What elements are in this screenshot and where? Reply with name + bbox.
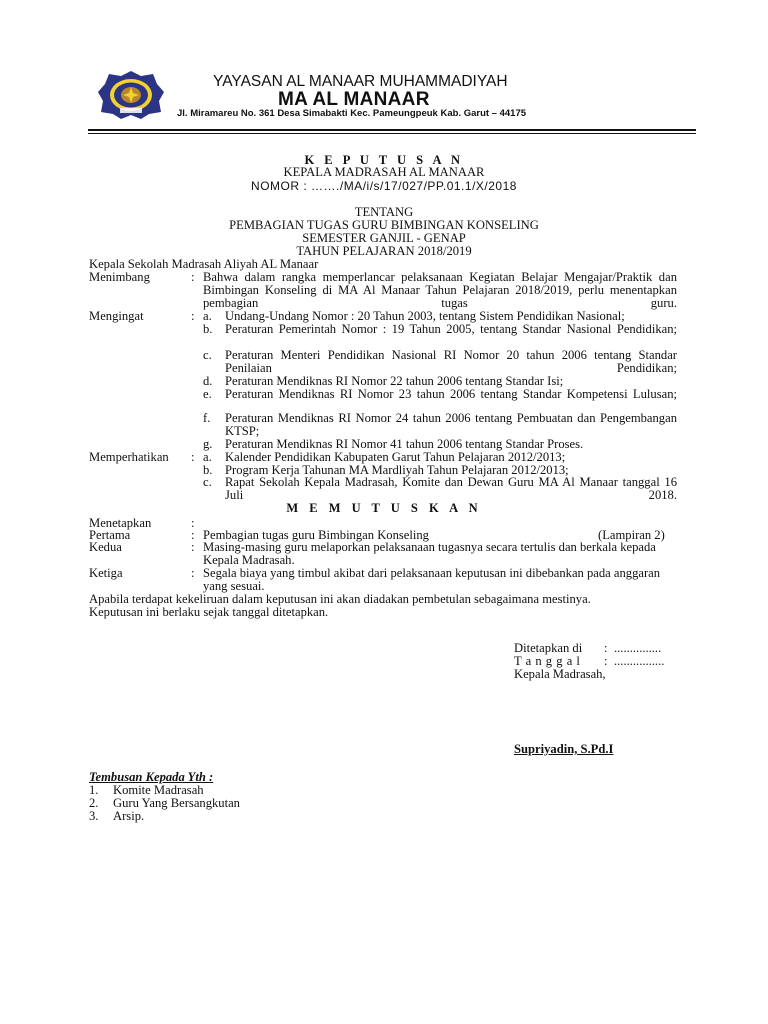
decree-issuer: KEPALA MADRASAH AL MANAAR xyxy=(283,165,485,179)
mengingat-item-text: Peraturan Mendiknas RI Nomor 24 tahun 2006 tentang Pembuatan dan Pengembangan KTSP; xyxy=(225,411,677,438)
place-value: ............... xyxy=(614,641,662,655)
mengingat-item-text: Peraturan Pemerintah Nomor : 19 Tahun 2005, tentang Standar Nasional Pendidikan; xyxy=(225,322,677,336)
kedua-text: Masing-masing guru melaporkan pelaksanaan tugasnya secara tertulis dan berkala kepada Kepala Madrasah. xyxy=(203,540,656,567)
place-colon: : xyxy=(604,641,608,655)
mengingat-item-text: Peraturan Menteri Pendidikan Nasional RI Nomor 20 tahun 2006 tentang Standar Penilaian Pendidikan; xyxy=(225,348,677,375)
menetapkan-colon: : xyxy=(191,516,195,530)
mengingat-item-letter: e. xyxy=(203,387,212,401)
memperhatikan-item-letter: b. xyxy=(203,463,213,477)
ketiga-text: Segala biaya yang timbul akibat dari pelaksanaan keputusan ini dibebankan pada anggaran yang sesuai. xyxy=(203,566,661,593)
kedua-colon: : xyxy=(191,540,195,554)
mengingat-colon: : xyxy=(191,309,195,323)
school-name: MA AL MANAAR xyxy=(278,89,430,110)
copy-item-text: Arsip. xyxy=(113,809,145,823)
letterhead-divider-thin xyxy=(88,133,696,134)
signature-block xyxy=(514,642,694,681)
school-logo-emblem xyxy=(97,70,165,120)
mengingat-item-text: Peraturan Mendiknas RI Nomor 22 tahun 2006 tentang Standar Isi; xyxy=(225,374,564,388)
mengingat-item-letter: a. xyxy=(203,309,212,323)
copy-item-number: 3. xyxy=(89,809,99,823)
copy-item-text: Guru Yang Bersangkutan xyxy=(113,796,240,810)
memperhatikan-item-text: Program Kerja Tahunan MA Mardliyah Tahun Pelajaran 2012/2013; xyxy=(225,463,569,477)
attachment-note: (Lampiran 2) xyxy=(598,528,665,542)
mengingat-item-text: Peraturan Mendiknas RI Nomor 41 tahun 2006 tentang Standar Proses. xyxy=(225,437,584,451)
decree-academic-year: TAHUN PELAJARAN 2018/2019 xyxy=(296,244,472,258)
pertama-text: Pembagian tugas guru Bimbingan Konseling xyxy=(203,528,429,542)
mengingat-item-letter: d. xyxy=(203,374,213,388)
copies-title: Tembusan Kepada Yth : xyxy=(89,770,214,784)
date-colon: : xyxy=(604,654,608,668)
about-label: TENTANG xyxy=(354,205,414,219)
ketiga-colon: : xyxy=(191,566,195,580)
foundation-name: YAYASAN AL MANAAR MUHAMMADIYAH xyxy=(213,73,508,90)
decree-intro: Kepala Sekolah Madrasah Aliyah AL Manaar xyxy=(89,257,319,271)
mengingat-label: Mengingat xyxy=(89,309,144,323)
memperhatikan-colon: : xyxy=(191,450,195,464)
memperhatikan-item-letter: c. xyxy=(203,475,212,489)
signer-name: Supriyadin, S.Pd.I xyxy=(514,742,614,756)
closing-effective-note: Keputusan ini berlaku sejak tanggal ditetapkan. xyxy=(89,605,329,619)
memperhatikan-label: Memperhatikan xyxy=(89,450,169,464)
signer-position: Kepala Madrasah, xyxy=(514,667,606,681)
memperhatikan-item-letter: a. xyxy=(203,450,212,464)
pertama-label: Pertama xyxy=(89,528,131,542)
mengingat-item-text: Undang-Undang Nomor : 20 Tahun 2003, tentang Sistem Pendidikan Nasional; xyxy=(225,309,625,323)
mengingat-item-text: Peraturan Mendiknas RI Nomor 23 tahun 2006 tentang Standar Kompetensi Lulusan; xyxy=(225,387,677,401)
menimbang-label: Menimbang xyxy=(89,270,150,284)
menetapkan-label: Menetapkan xyxy=(89,516,152,530)
copy-item-text: Komite Madrasah xyxy=(113,783,204,797)
pertama-colon: : xyxy=(191,528,195,542)
letterhead-divider-thick xyxy=(88,129,696,131)
menimbang-colon: : xyxy=(191,270,195,284)
decree-semester: SEMESTER GANJIL - GENAP xyxy=(302,231,466,245)
copy-item-number: 2. xyxy=(89,796,99,810)
mengingat-item-letter: c. xyxy=(203,348,212,362)
ketiga-label: Ketiga xyxy=(89,566,123,580)
closing-correction-note: Apabila terdapat kekeliruan dalam keputusan ini akan diadakan pembetulan sebagaimana mestinya. xyxy=(89,592,591,606)
decree-title: K E P U T U S A N xyxy=(304,153,464,167)
menimbang-text: Bahwa dalam rangka memperlancar pelaksanaan Kegiatan Belajar Mengajar/Praktik dan Bimbingan Konseling di MA Al Manaar Tahun Pelajaran 2018/2019, perlu menentapkan pembagian tugas guru. xyxy=(203,270,677,310)
mengingat-item-letter: g. xyxy=(203,437,213,451)
decree-subject: PEMBAGIAN TUGAS GURU BIMBINGAN KONSELING xyxy=(229,218,539,232)
decision-heading: M E M U T U S K A N xyxy=(286,501,482,515)
copy-item-number: 1. xyxy=(89,783,99,797)
decree-number: NOMOR : ……./MA/i/s/17/027/PP.01.1/X/2018 xyxy=(251,179,517,193)
memperhatikan-item-text: Kalender Pendidikan Kabupaten Garut Tahun Pelajaran 2012/2013; xyxy=(225,450,566,464)
place-label: Ditetapkan di xyxy=(514,641,583,655)
date-label: T a n g g a l xyxy=(514,654,581,668)
mengingat-item-letter: b. xyxy=(203,322,213,336)
kedua-label: Kedua xyxy=(89,540,122,554)
date-value: ................ xyxy=(614,654,665,668)
memperhatikan-item-text: Rapat Sekolah Kepala Madrasah, Komite dan Dewan Guru MA Al Manaar tanggal 16 Juli 2018. xyxy=(225,475,677,502)
mengingat-item-letter: f. xyxy=(203,411,211,425)
school-address: Jl. Miramareu No. 361 Desa Simabakti Kec. Pameungpeuk Kab. Garut – 44175 xyxy=(177,108,527,119)
